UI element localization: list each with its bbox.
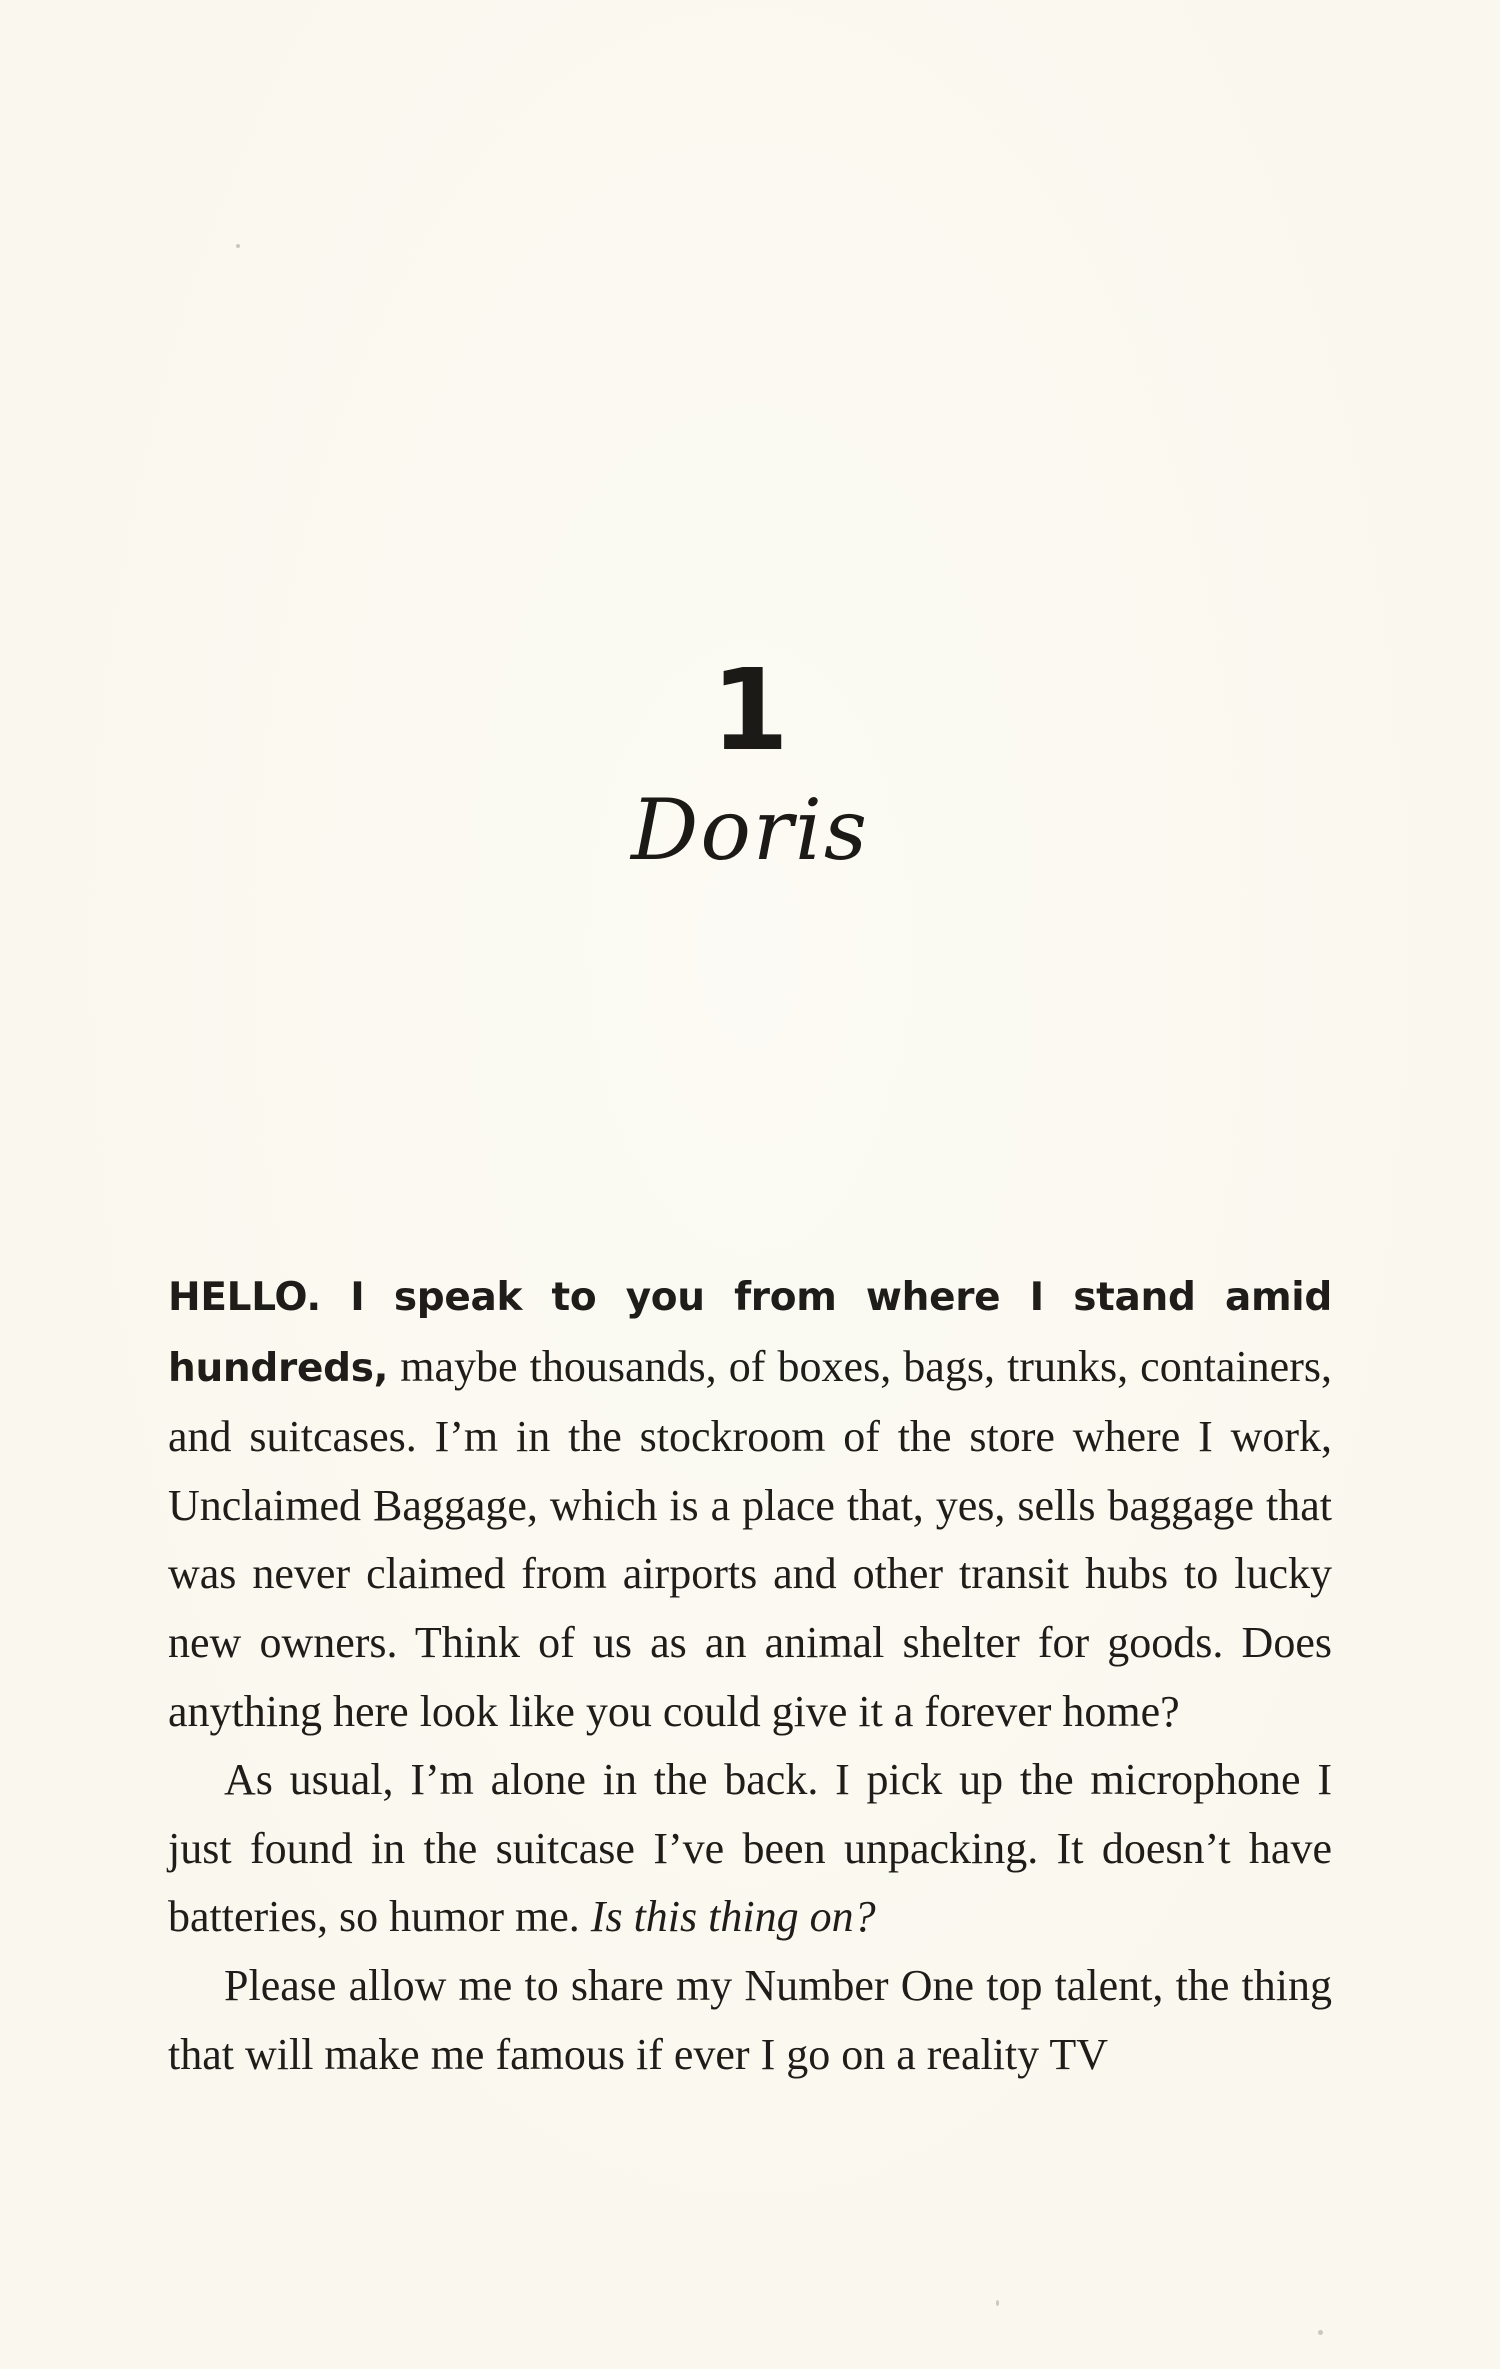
paragraph-2-text: As usual, I’m alone in the back. I pick up the microphone I just found in the suitcase I’ve been unpacking. It doesn’t have batteries, so humor me. bbox=[168, 1755, 1332, 1942]
chapter-body bbox=[168, 1262, 1332, 2089]
paragraph-lead-in: HELLO. I speak to you from where I stand amid hundreds, bbox=[168, 1275, 1332, 1391]
paragraph-2-italic: Is this thing on? bbox=[590, 1892, 876, 1942]
paragraph-3-text: Please allow me to share my Number One top talent, the thing that will make me famous if ever I go on a reality TV bbox=[168, 1960, 1332, 2079]
paragraph-3 bbox=[168, 1952, 1332, 2089]
chapter-title: Doris bbox=[630, 781, 870, 879]
chapter-number: 1 bbox=[711, 646, 789, 776]
paragraph-1 bbox=[168, 1262, 1332, 1746]
paragraph-2 bbox=[168, 1746, 1332, 1952]
paragraph-1-text: maybe thousands, of boxes, bags, trunks, containers, and suitcases. I’m in the stockroom of the store where I work, Unclaimed Baggage, which is a place that, yes, sells baggage that was never claimed from airports and other transit hubs to lucky new owners. Think of us as an animal shelter for goods. Does anything here look like you could give it a forever home? bbox=[168, 1341, 1332, 1736]
